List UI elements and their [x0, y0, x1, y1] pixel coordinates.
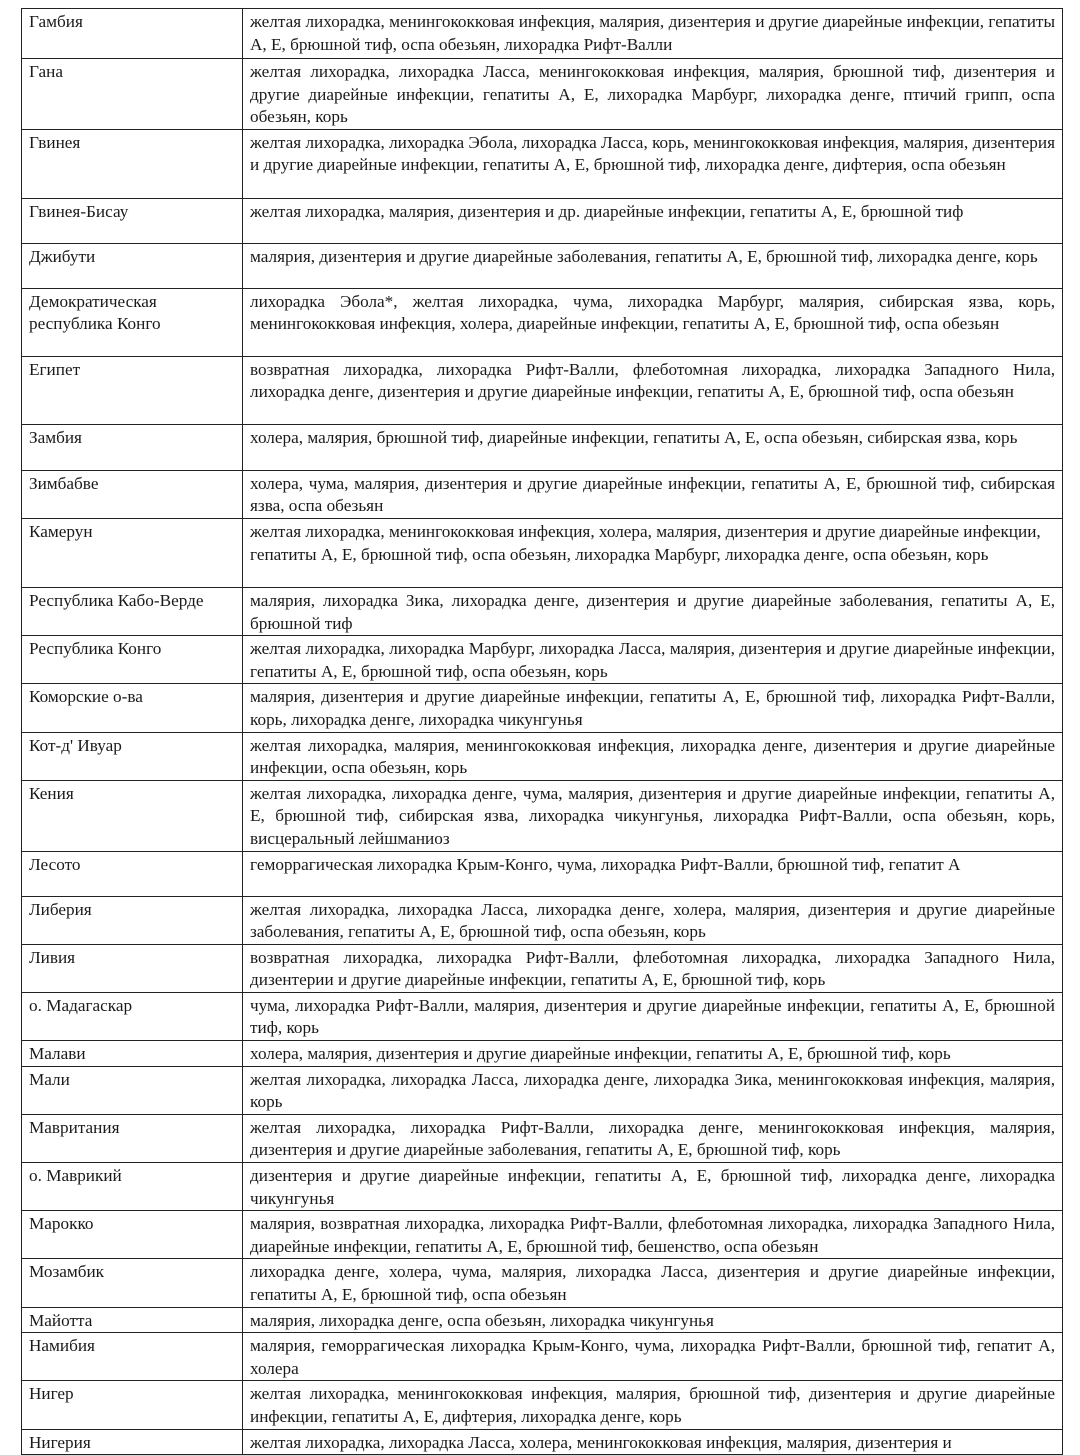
country-cell: Нигерия: [22, 1429, 243, 1455]
country-cell: Марокко: [22, 1211, 243, 1259]
country-cell: Зимбабве: [22, 470, 243, 518]
country-cell: Ливия: [22, 944, 243, 992]
country-cell: Гамбия: [22, 9, 243, 59]
diseases-cell: желтая лихорадка, лихорадка Марбург, лихорадка Ласса, малярия, дизентерия и другие диарейные инфекции, гепатиты А, Е, брюшной тиф, оспа обезьян, корь: [243, 636, 1063, 684]
country-cell: Лесото: [22, 851, 243, 896]
table-row: [22, 587, 1063, 635]
table-row: [22, 356, 1063, 424]
table-row: [22, 424, 1063, 470]
table-row: [22, 1381, 1063, 1429]
country-cell: Намибия: [22, 1333, 243, 1381]
table-row: [22, 1041, 1063, 1067]
country-cell: Замбия: [22, 424, 243, 470]
country-cell: Республика Кабо-Верде: [22, 587, 243, 635]
table-row: [22, 684, 1063, 732]
table-row: [22, 59, 1063, 130]
country-cell: Кения: [22, 780, 243, 851]
table-row: [22, 1114, 1063, 1162]
country-cell: Либерия: [22, 896, 243, 944]
country-disease-table: [21, 8, 1063, 1455]
country-cell: Демократическая республика Конго: [22, 288, 243, 356]
country-cell: Мозамбик: [22, 1259, 243, 1307]
country-cell: Камерун: [22, 518, 243, 587]
diseases-cell: возвратная лихорадка, лихорадка Рифт-Валли, флеботомная лихорадка, лихорадка Западного Нила, лихорадка денге, дизентерия и другие диарейные инфекции, гепатиты А, Е, брюшной тиф, оспа обезьян: [243, 356, 1063, 424]
table-row: [22, 896, 1063, 944]
table-row: [22, 732, 1063, 780]
country-cell: Кот-д' Ивуар: [22, 732, 243, 780]
table-row: [22, 636, 1063, 684]
diseases-cell: холера, малярия, брюшной тиф, диарейные инфекции, гепатиты А, Е, оспа обезьян, сибирская язва, корь: [243, 424, 1063, 470]
table-row: [22, 1333, 1063, 1381]
diseases-cell: малярия, лихорадка Зика, лихорадка денге, дизентерия и другие диарейные заболевания, гепатиты А, Е, брюшной тиф: [243, 587, 1063, 635]
table-row: [22, 518, 1063, 587]
diseases-cell: желтая лихорадка, малярия, дизентерия и др. диарейные инфекции, гепатиты А, Е, брюшной тиф: [243, 198, 1063, 243]
diseases-cell: холера, чума, малярия, дизентерия и другие диарейные инфекции, гепатиты А, Е, брюшной тиф, сибирская язва, оспа обезьян: [243, 470, 1063, 518]
country-cell: Коморские о-ва: [22, 684, 243, 732]
diseases-cell: малярия, геморрагическая лихорадка Крым-Конго, чума, лихорадка Рифт-Валли, брюшной тиф, гепатит А, холера: [243, 1333, 1063, 1381]
table-row: [22, 944, 1063, 992]
diseases-cell: лихорадка Эбола*, желтая лихорадка, чума, лихорадка Марбург, малярия, сибирская язва, корь, менингококковая инфекция, холера, диарейные инфекции, гепатиты А, Е, брюшной тиф, оспа обезьян: [243, 288, 1063, 356]
table-row: [22, 470, 1063, 518]
diseases-cell: желтая лихорадка, лихорадка Ласса, менингококковая инфекция, малярия, брюшной тиф, дизентерия и другие диарейные инфекции, гепатиты А, Е, лихорадка Марбург, лихорадка денге, птичий грипп, оспа обезьян, корь: [243, 59, 1063, 130]
diseases-cell: желтая лихорадка, лихорадка Ласса, лихорадка денге, лихорадка Зика, менингококковая инфекция, малярия, корь: [243, 1066, 1063, 1114]
table-body: [22, 9, 1063, 1455]
diseases-cell: малярия, возвратная лихорадка, лихорадка Рифт-Валли, флеботомная лихорадка, лихорадка Западного Нила, диарейные инфекции, гепатиты А, Е, брюшной тиф, бешенство, оспа обезьян: [243, 1211, 1063, 1259]
diseases-cell: малярия, дизентерия и другие диарейные заболевания, гепатиты А, Е, брюшной тиф, лихорадка денге, корь: [243, 243, 1063, 288]
country-cell: Республика Конго: [22, 636, 243, 684]
diseases-cell: желтая лихорадка, лихорадка Ласса, лихорадка денге, холера, малярия, дизентерия и другие диарейные заболевания, гепатиты А, Е, брюшной тиф, оспа обезьян, корь: [243, 896, 1063, 944]
diseases-cell: желтая лихорадка, менингококковая инфекция, холера, малярия, дизентерия и другие диарейные инфекции, гепатиты А, Е, брюшной тиф, оспа обезьян, лихорадка Марбург, лихорадка денге, оспа обезьян, корь: [243, 518, 1063, 587]
table-row: [22, 1259, 1063, 1307]
document-page: [21, 8, 1063, 1455]
country-cell: Мавритания: [22, 1114, 243, 1162]
diseases-cell: геморрагическая лихорадка Крым-Конго, чума, лихорадка Рифт-Валли, брюшной тиф, гепатит А: [243, 851, 1063, 896]
table-row: [22, 9, 1063, 59]
country-cell: о. Маврикий: [22, 1163, 243, 1211]
diseases-cell: желтая лихорадка, лихорадка Ласса, холера, менингококковая инфекция, малярия, дизентерия и: [243, 1429, 1063, 1455]
country-cell: Мали: [22, 1066, 243, 1114]
diseases-cell: чума, лихорадка Рифт-Валли, малярия, дизентерия и другие диарейные инфекции, гепатиты А, Е, брюшной тиф, корь: [243, 992, 1063, 1040]
table-row: [22, 1066, 1063, 1114]
table-row: [22, 1307, 1063, 1333]
table-row: [22, 288, 1063, 356]
table-row: [22, 1429, 1063, 1455]
diseases-cell: малярия, лихорадка денге, оспа обезьян, лихорадка чикунгунья: [243, 1307, 1063, 1333]
country-cell: о. Мадагаскар: [22, 992, 243, 1040]
table-row: [22, 851, 1063, 896]
diseases-cell: малярия, дизентерия и другие диарейные инфекции, гепатиты А, Е, брюшной тиф, лихорадка Рифт-Валли, корь, лихорадка денге, лихорадка чикунгунья: [243, 684, 1063, 732]
country-cell: Нигер: [22, 1381, 243, 1429]
table-row: [22, 1211, 1063, 1259]
diseases-cell: желтая лихорадка, лихорадка Рифт-Валли, лихорадка денге, менингококковая инфекция, малярия, дизентерия и другие диарейные заболевания, гепатиты А, Е, брюшной тиф, корь: [243, 1114, 1063, 1162]
country-cell: Майотта: [22, 1307, 243, 1333]
table-row: [22, 243, 1063, 288]
country-cell: Египет: [22, 356, 243, 424]
table-row: [22, 780, 1063, 851]
diseases-cell: желтая лихорадка, лихорадка денге, чума, малярия, дизентерия и другие диарейные инфекции, гепатиты А, Е, брюшной тиф, сибирская язва, лихорадка чикунгунья, лихорадка Рифт-Валли, оспа обезьян, корь, висцеральный лейшманиоз: [243, 780, 1063, 851]
diseases-cell: желтая лихорадка, менингококковая инфекция, малярия, дизентерия и другие диарейные инфекции, гепатиты А, Е, брюшной тиф, оспа обезьян, лихорадка Рифт-Валли: [243, 9, 1063, 59]
country-cell: Джибути: [22, 243, 243, 288]
diseases-cell: лихорадка денге, холера, чума, малярия, лихорадка Ласса, дизентерия и другие диарейные инфекции, гепатиты А, Е, брюшной тиф, оспа обезьян: [243, 1259, 1063, 1307]
country-cell: Гвинея-Бисау: [22, 198, 243, 243]
diseases-cell: дизентерия и другие диарейные инфекции, гепатиты А, Е, брюшной тиф, лихорадка денге, лихорадка чикунгунья: [243, 1163, 1063, 1211]
table-row: [22, 129, 1063, 198]
diseases-cell: возвратная лихорадка, лихорадка Рифт-Валли, флеботомная лихорадка, лихорадка Западного Нила, дизентерии и другие диарейные инфекции, гепатиты А, Е, брюшной тиф, корь: [243, 944, 1063, 992]
table-row: [22, 1163, 1063, 1211]
diseases-cell: желтая лихорадка, менингококковая инфекция, малярия, брюшной тиф, дизентерия и другие диарейные инфекции, гепатиты А, Е, дифтерия, лихорадка денге, корь: [243, 1381, 1063, 1429]
table-row: [22, 992, 1063, 1040]
diseases-cell: желтая лихорадка, лихорадка Эбола, лихорадка Ласса, корь, менингококковая инфекция, малярия, дизентерия и другие диарейные инфекции, гепатиты А, Е, брюшной тиф, лихорадка денге, дифтерия, оспа обезьян: [243, 129, 1063, 198]
diseases-cell: холера, малярия, дизентерия и другие диарейные инфекции, гепатиты А, Е, брюшной тиф, корь: [243, 1041, 1063, 1067]
diseases-cell: желтая лихорадка, малярия, менингококковая инфекция, лихорадка денге, дизентерия и другие диарейные инфекции, оспа обезьян, корь: [243, 732, 1063, 780]
country-cell: Малави: [22, 1041, 243, 1067]
table-row: [22, 198, 1063, 243]
country-cell: Гана: [22, 59, 243, 130]
country-cell: Гвинея: [22, 129, 243, 198]
